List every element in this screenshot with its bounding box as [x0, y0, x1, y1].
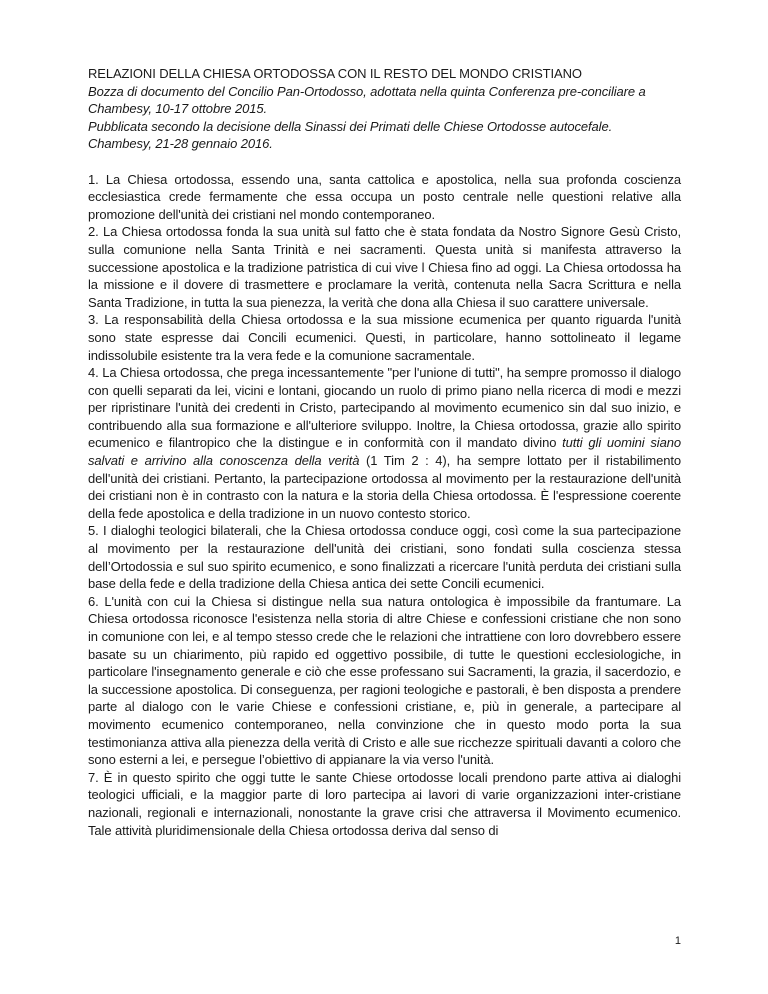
paragraph-1: 1. La Chiesa ortodossa, essendo una, santa cattolica e apostolica, nella sua profonda coscienza ecclesiastica crede fermamente che essa occupa un posto centrale nelle questioni relative alla promozione dell'unità dei cristiani nel mondo contemporaneo.: [88, 171, 681, 222]
paragraph-2: 2. La Chiesa ortodossa fonda la sua unità sul fatto che è stata fondata da Nostro Signore Gesù Cristo, sulla comunione nella Santa Trinità e nei sacramenti. Questa unità si manifesta attraverso la successione apostolica e la tradizione patristica di cui vive l Chiesa fino ad oggi. La Chiesa ortodossa ha la missione e il dovere di trasmettere e proclamare la verità, contenuta nella Sacra Scrittura e nella Santa Tradizione, in tutta la sua pienezza, la verità che dona alla Chiesa il suo carattere universale.: [88, 224, 681, 310]
document-subtitle-line-2: Pubblicata secondo la decisione della Sinassi dei Primati delle Chiese Ortodosse autocefale.: [88, 118, 613, 134]
document-subtitle-line-1: Bozza di documento del Concilio Pan-Ortodosso, adottata nella quinta Conferenza pre-conciliare a Chambesy, 10-17 ottobre 2015.: [88, 83, 646, 117]
paragraph-3: 3. La responsabilità della Chiesa ortodossa e la sua missione ecumenica per quanto riguarda l'unità sono state espresse dai Concili ecumenici. Questi, in particolare, hanno sottolineato il legame indissolubile esistente tra la vera fede e la comunione sacramentale.: [88, 312, 681, 363]
scripture-quote: tutti gli uomini siano salvati e arrivino alla conoscenza della verità: [88, 435, 681, 469]
spacer: [88, 153, 681, 171]
document-title: RELAZIONI DELLA CHIESA ORTODOSSA CON IL RESTO DEL MONDO CRISTIANO: [88, 66, 582, 81]
paragraph-4-text-b: (1 Tim 2 : 4), ha sempre lottato per il ristabilimento dell'unità dei cristiani. Pertanto, la partecipazione ortodossa al movimento per la restaurazione dell'unità dei cristiani non è in contrasto con la natura e la storia della Chiesa ortodossa. È l'espressione coerente della fede apostolica e della tradizione in un nuovo contesto storico.: [88, 453, 681, 521]
paragraph-4: [88, 364, 681, 522]
document-subtitle-line-3: Chambesy, 21-28 gennaio 2016.: [88, 136, 273, 152]
paragraph-5: 5. I dialoghi teologici bilaterali, che la Chiesa ortodossa conduce oggi, così come la sua partecipazione al movimento per la restaurazione dell'unità dei cristiani, sono fondati sulla coscienza stessa dell’Ortodossia e sul suo spirito ecumenico, e sono finalizzati a ricercare l'unità perduta dei cristiani sulla base della fede e della tradizione della Chiesa antica dei sette Concili ecumenici.: [88, 523, 681, 592]
paragraph-6: 6. L'unità con cui la Chiesa si distingue nella sua natura ontologica è impossibile da frantumare. La Chiesa ortodossa riconosce l'esistenza nella storia di altre Chiese e confessioni cristiane che non sono in comunione con lei, e al tempo stesso crede che le relazioni che intrattiene con loro dovrebbero essere basate su un chiarimento, più rapido ed oggettivo possibile, di tutte le questioni ecclesiologiche, in particolare l'insegnamento generale e ciò che esse professano sui Sacramenti, la grazia, il sacerdozio, e la successione apostolica. Di conseguenza, per ragioni teologiche e pastorali, è ben disposta a prendere parte al dialogo con le varie Chiese e confessioni cristiane, e, più in generale, a partecipare al movimento ecumenico contemporaneo, nella convinzione che in questo modo porta la sua testimonianza attiva alla pienezza della verità di Cristo e alle sue ricchezze spirituali davanti a coloro che sono esterni a lei, e persegue l’obiettivo di appianare la via verso l'unità.: [88, 593, 681, 768]
paragraph-7: 7. È in questo spirito che oggi tutte le sante Chiese ortodosse locali prendono parte attiva ai dialoghi teologici ufficiali, e la maggior parte di loro partecipa ai lavori di varie organizzazioni inter-cristiane nazionali, regionali e internazionali, nonostante la grave crisi che attraversa il Movimento ecumenico. Tale attività pluridimensionale della Chiesa ortodossa deriva dal senso di: [88, 769, 681, 838]
paragraph-4-text-a: 4. La Chiesa ortodossa, che prega incessantemente "per l'unione di tutti", ha sempre promosso il dialogo con quelli separati da lei, vicini e lontani, giocando un ruolo di primo piano nella ricerca di modi e mezzi per ripristinare l'unità dei credenti in Cristo, partecipando al movimento ecumenico sin dal suo inizio, e contribuendo alla sua formazione e all'ulteriore sviluppo. Inoltre, la Chiesa ortodossa, grazie allo spirito ecumenico e filantropico che la distingue e in conformità con il mandato divino: [88, 365, 681, 451]
page-number: 1: [674, 935, 681, 947]
document-body: [88, 65, 681, 839]
